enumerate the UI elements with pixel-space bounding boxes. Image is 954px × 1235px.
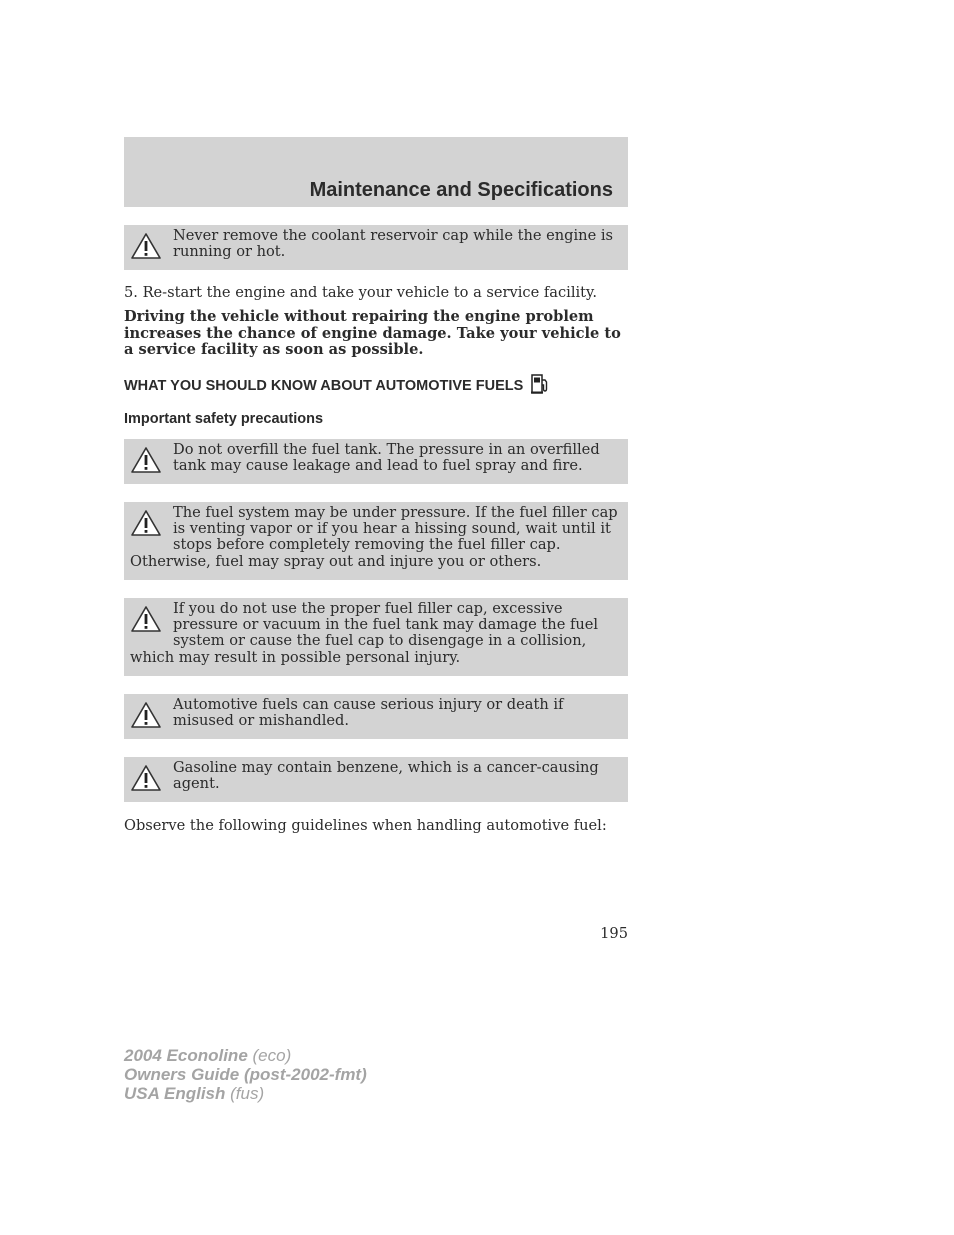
warning-box-coolant (124, 225, 628, 270)
warning-text: Never remove the coolant reservoir cap while the engine is running or hot. (173, 227, 614, 261)
observe-guidelines-text: Observe the following guidelines when handling automotive fuel: (124, 817, 607, 834)
footer-line-language (124, 1084, 367, 1103)
footer-model: 2004 Econoline (124, 1046, 248, 1065)
warning-text: The fuel system may be under pressure. If the fuel filler cap is venting vapor or if you hear a hissing sound, wait until it stops before completely removing the fuel filler cap. Otherwise, fuel may spray out and injure you or others. (130, 504, 618, 570)
warning-box-pressure (124, 502, 628, 580)
warning-triangle-icon (130, 701, 162, 729)
warning-text: Do not overfill the fuel tank. The pressure in an overfilled tank may cause leakage and lead to fuel spray and fire. (173, 441, 600, 475)
footer-language: USA English (124, 1084, 226, 1103)
warning-text: Automotive fuels can cause serious injury or death if misused or mishandled. (173, 696, 564, 730)
fuel-pump-icon (531, 374, 549, 394)
footer-guide: Owners Guide (post-2002-fmt) (124, 1065, 367, 1084)
footer-line-model (124, 1046, 367, 1065)
step-5-text: 5. Re-start the engine and take your vehicle to a service facility. (124, 284, 597, 301)
warning-triangle-icon (130, 509, 162, 537)
engine-damage-note: Driving the vehicle without repairing the engine problem increases the chance of engine damage. Take your vehicle to a service facility as soon as possible. (124, 308, 621, 358)
section-heading-text: WHAT YOU SHOULD KNOW ABOUT AUTOMOTIVE FUELS (124, 378, 524, 394)
warning-triangle-icon (130, 232, 162, 260)
warning-triangle-icon (130, 605, 162, 633)
warning-box-filler-cap (124, 598, 628, 676)
warning-triangle-icon (130, 446, 162, 474)
subheading: Important safety precautions (124, 411, 324, 427)
warning-triangle-icon (130, 764, 162, 792)
footer (124, 1046, 367, 1103)
page-number: 195 (600, 925, 628, 942)
warning-text: Gasoline may contain benzene, which is a cancer-causing agent. (173, 759, 599, 793)
footer-line-guide (124, 1065, 367, 1084)
page-title: Maintenance and Specifications (309, 179, 613, 201)
section-heading (124, 374, 549, 394)
footer-model-code: (eco) (252, 1046, 292, 1065)
warning-box-misuse (124, 694, 628, 739)
warning-box-overfill (124, 439, 628, 484)
warning-text: If you do not use the proper fuel filler cap, excessive pressure or vacuum in the fuel tank may damage the fuel system or cause the fuel cap to disengage in a collision, which may result in possible personal injury. (130, 600, 599, 666)
footer-language-code: (fus) (230, 1084, 265, 1103)
warning-box-benzene (124, 757, 628, 802)
header-band (124, 137, 628, 207)
